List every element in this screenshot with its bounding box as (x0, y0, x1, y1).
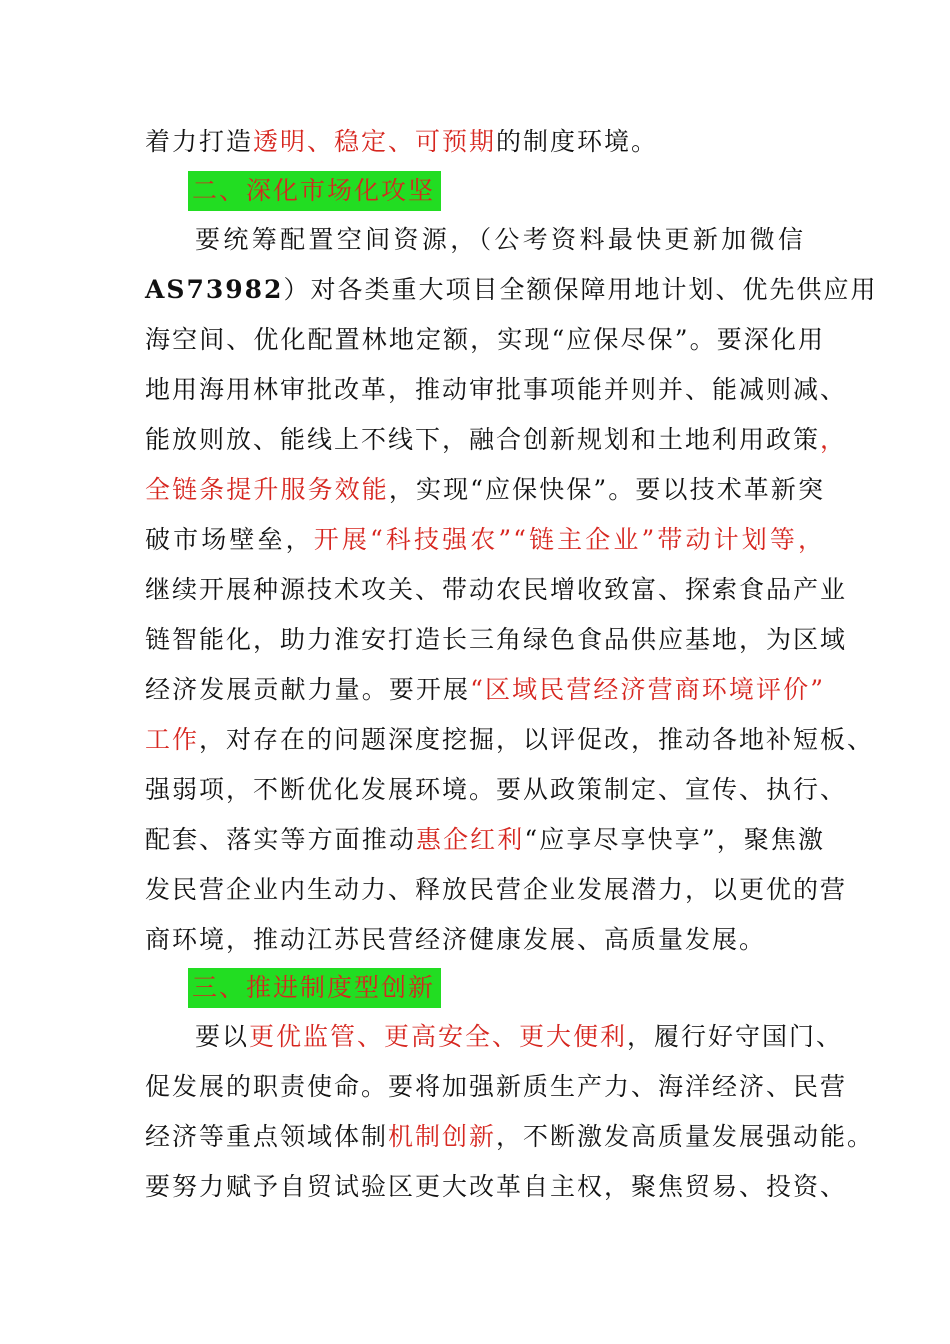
paragraph-line (145, 322, 825, 358)
text-segment: ，对存在的问题深度挖掘，以评促改，推动各地补短板、 (199, 725, 875, 754)
text-segment: 地用海用林审批改革，推动审批事项能并则并、能减则减、 (145, 375, 848, 404)
paragraph-line (145, 124, 825, 160)
paragraph-line (195, 1019, 844, 1055)
text-segment: 的制度环境。 (496, 127, 659, 156)
section-heading-3: 三、推进制度型创新 (188, 968, 441, 1008)
wechat-id: AS73982 (145, 275, 284, 304)
text-segment: ，不断激发高质量发展强动能。 (496, 1122, 875, 1151)
text-segment: ）对各类重大项目全额保障用地计划、优先供应用 (283, 275, 878, 304)
paragraph-line (145, 472, 825, 508)
text-segment: 要统筹配置空间资源，（公考资料最快更新加微信 (195, 225, 805, 254)
text-segment: 发民营企业内生动力、释放民营企业发展潜力，以更优的营 (145, 875, 848, 904)
text-segment: 海空间、优化配置林地定额，实现“应保尽保”。要深化用 (145, 325, 825, 354)
text-segment: 经济发展贡献力量。要开展 (145, 675, 471, 704)
paragraph-line (145, 672, 825, 708)
text-segment: ，实现“应保快保”。要以技术革新突 (388, 475, 825, 504)
text-segment: “应享尽享快享”，聚焦激 (524, 825, 825, 854)
paragraph-line (145, 772, 848, 808)
paragraph-line (145, 622, 848, 658)
paragraph-line (145, 922, 825, 958)
text-segment: 商环境，推动江苏民营经济健康发展、高质量发展。 (145, 925, 767, 954)
text-segment: 要努力赋予自贸试验区更大改革自主权，聚焦贸易、投资、 (145, 1172, 848, 1201)
highlighted-text: 惠企红利 (415, 825, 525, 854)
text-segment: 着力打造 (145, 127, 254, 156)
paragraph-line (145, 822, 825, 858)
highlighted-text: 透明、稳定、可预期 (253, 127, 497, 156)
highlighted-text: 开展“科技强农”“链主企业”带动计划等， (313, 525, 825, 554)
paragraph-line (145, 422, 848, 458)
paragraph-line (145, 272, 878, 308)
paragraph-line (145, 722, 875, 758)
highlighted-text: 全链条提升服务效能 (145, 475, 389, 504)
paragraph-line (145, 1069, 848, 1105)
highlighted-text: 更优监管、更高安全、更大便利 (249, 1022, 628, 1051)
text-segment: 促发展的职责使命。要将加强新质生产力、海洋经济、民营 (145, 1072, 848, 1101)
text-segment: ，履行好守国门、 (627, 1022, 844, 1051)
highlighted-text: “区域民营经济营商环境评价” (470, 675, 825, 704)
paragraph-line (145, 572, 848, 608)
text-segment: 强弱项，不断优化发展环境。要从政策制定、宣传、执行、 (145, 775, 848, 804)
text-segment: 继续开展种源技术攻关、带动农民增收致富、探索食品产业 (145, 575, 848, 604)
paragraph-line (145, 372, 848, 408)
text-segment: 要以 (195, 1022, 250, 1051)
paragraph-line (145, 1169, 848, 1205)
highlighted-text: 工作 (145, 725, 200, 754)
highlighted-text: 机制创新 (388, 1122, 497, 1151)
section-heading-2: 二、深化市场化攻坚 (188, 171, 441, 211)
text-segment: 破市场壁垒， (145, 525, 314, 554)
text-segment: 配套、落实等方面推动 (145, 825, 416, 854)
text-segment: 链智能化，助力淮安打造长三角绿色食品供应基地，为区域 (145, 625, 848, 654)
text-segment: 经济等重点领域体制 (145, 1122, 389, 1151)
paragraph-line (145, 872, 848, 908)
paragraph-line (145, 1119, 875, 1155)
paragraph-line (145, 522, 825, 558)
highlighted-text: ， (820, 425, 848, 454)
paragraph-line (195, 222, 805, 258)
text-segment: 能放则放、能线上不线下，融合创新规划和土地利用政策 (145, 425, 821, 454)
